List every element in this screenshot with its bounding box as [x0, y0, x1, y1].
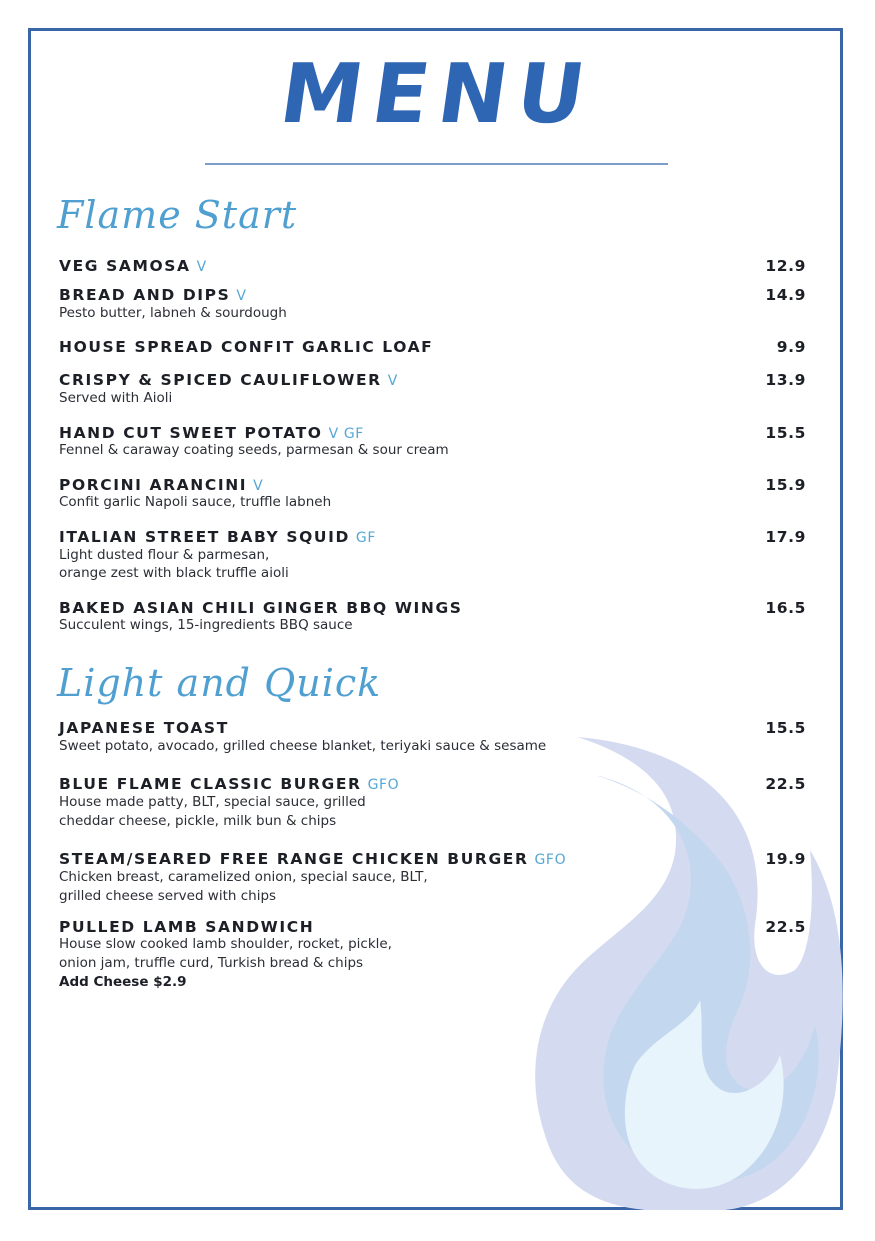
menu-item-price: 15.9: [765, 476, 806, 494]
menu-item-description: Served with Aioli: [59, 390, 173, 406]
menu-item-price: 12.9: [765, 257, 806, 275]
menu-item-price: 15.5: [765, 719, 806, 737]
menu-item-name: CRISPY & SPICED CAULIFLOWER V: [59, 371, 398, 389]
menu-item-name: STEAM/SEARED FREE RANGE CHICKEN BURGER GFO: [59, 850, 567, 868]
menu-item-description: cheddar cheese, pickle, milk bun & chips: [59, 813, 337, 829]
menu-item-name: ITALIAN STREET BABY SQUID GF: [59, 528, 377, 546]
menu-item-name: PORCINI ARANCINI V: [59, 476, 264, 494]
flame-icon: [525, 735, 845, 1210]
menu-item-price: 15.5: [765, 424, 806, 442]
menu-item-name: HOUSE SPREAD CONFIT GARLIC LOAF: [59, 338, 434, 356]
dietary-tag: GF: [355, 530, 377, 546]
menu-item-description: onion jam, truffle curd, Turkish bread & chips: [59, 955, 364, 971]
menu-item-price: 14.9: [765, 286, 806, 304]
section-heading-flame-start: Flame Start: [57, 193, 298, 237]
menu-item-name: BREAD AND DIPS V: [59, 286, 247, 304]
dietary-tag: V GF: [328, 426, 364, 442]
menu-item-description: House slow cooked lamb shoulder, rocket, pickle,: [59, 936, 392, 952]
menu-item-description: Light dusted flour & parmesan,: [59, 547, 270, 563]
menu-item-name: JAPANESE TOAST: [59, 719, 229, 737]
add-on-note: Add Cheese $2.9: [59, 974, 187, 990]
menu-title: MENU: [274, 47, 601, 142]
dietary-tag: V: [253, 478, 264, 494]
section-heading-light-and-quick: Light and Quick: [57, 661, 382, 705]
menu-title-block: [0, 40, 875, 150]
dietary-tag: V: [196, 259, 207, 275]
menu-item-description: grilled cheese served with chips: [59, 888, 277, 904]
menu-item-name: HAND CUT SWEET POTATO V GF: [59, 424, 364, 442]
menu-item-price: 22.5: [765, 775, 806, 793]
menu-item-description: House made patty, BLT, special sauce, grilled: [59, 794, 366, 810]
dietary-tag: GFO: [534, 852, 567, 868]
menu-item-description: orange zest with black truffle aioli: [59, 565, 289, 581]
menu-item-description: Sweet potato, avocado, grilled cheese blanket, teriyaki sauce & sesame: [59, 738, 547, 754]
menu-item-description: Fennel & caraway coating seeds, parmesan & sour cream: [59, 442, 449, 458]
menu-item-price: 13.9: [765, 371, 806, 389]
dietary-tag: V: [236, 288, 247, 304]
menu-item-price: 16.5: [765, 599, 806, 617]
menu-item-name: BAKED ASIAN CHILI GINGER BBQ WINGS: [59, 599, 463, 617]
menu-item-price: 19.9: [765, 850, 806, 868]
menu-item-description: Chicken breast, caramelized onion, special sauce, BLT,: [59, 869, 428, 885]
menu-item-description: Succulent wings, 15-ingredients BBQ sauce: [59, 617, 353, 633]
menu-item-name: VEG SAMOSA V: [59, 257, 207, 275]
dietary-tag: GFO: [367, 777, 400, 793]
menu-item-description: Confit garlic Napoli sauce, truffle labneh: [59, 494, 332, 510]
menu-item-name: BLUE FLAME CLASSIC BURGER GFO: [59, 775, 400, 793]
menu-item-price: 22.5: [765, 918, 806, 936]
dietary-tag: V: [387, 373, 398, 389]
menu-item-price: 17.9: [765, 528, 806, 546]
menu-item-name: PULLED LAMB SANDWICH: [59, 918, 315, 936]
title-divider: [205, 163, 668, 165]
menu-item-description: Pesto butter, labneh & sourdough: [59, 305, 287, 321]
menu-item-price: 9.9: [776, 338, 806, 356]
